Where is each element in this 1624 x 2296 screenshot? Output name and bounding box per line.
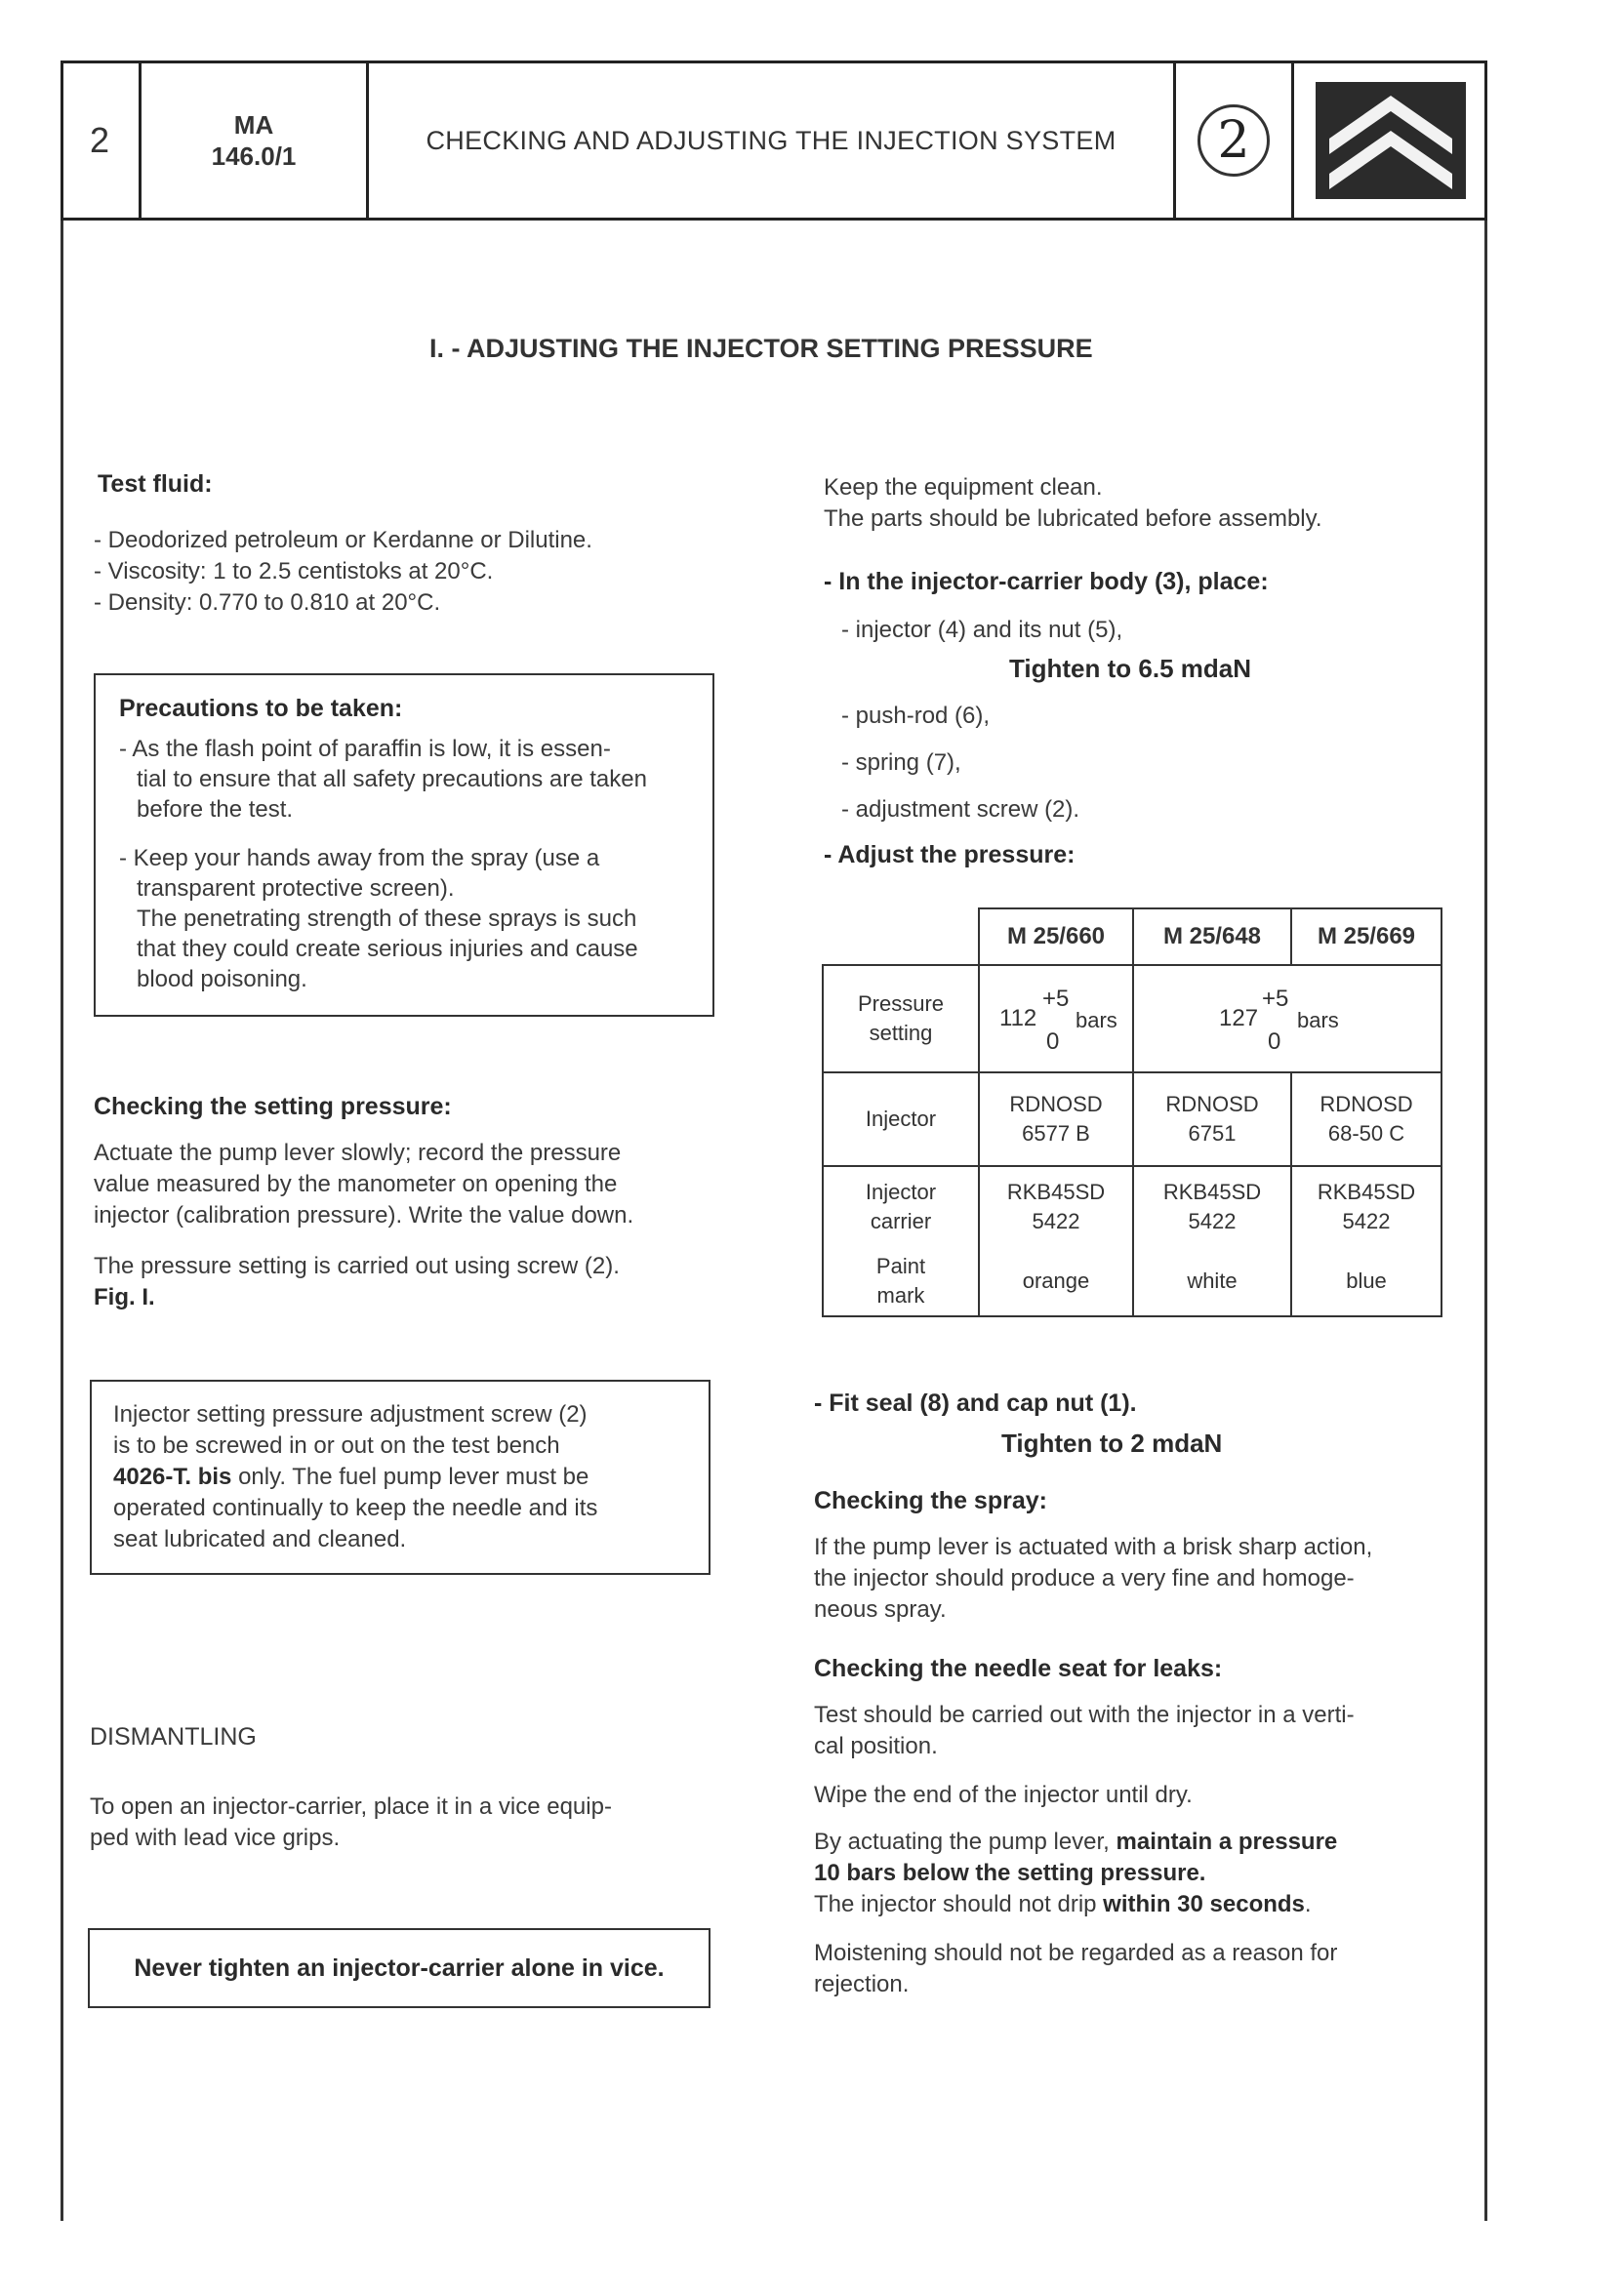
spray-heading: Checking the spray: xyxy=(814,1487,1047,1514)
text-line: If the pump lever is actuated with a brisk sharp action, xyxy=(814,1534,1373,1560)
pressure-unit: bars xyxy=(1297,1008,1339,1032)
cell-line: RKB45SD xyxy=(1006,1179,1106,1204)
text-line xyxy=(113,1462,597,1493)
test-fluid-list xyxy=(94,525,592,619)
warning-text: Never tighten an injector-carrier alone in vice. xyxy=(134,1954,665,1982)
table-cell xyxy=(979,1072,1133,1166)
row-label-line: carrier xyxy=(870,1208,932,1233)
row-label xyxy=(823,965,979,1072)
page-frame-right xyxy=(1484,221,1487,2221)
precaution-line: tial to ensure that all safety precautions are taken xyxy=(137,766,647,792)
row-label-line: Injector xyxy=(865,1179,937,1204)
text-line: rejection. xyxy=(814,1971,910,1997)
chapter-number: 2 xyxy=(1198,104,1270,177)
cell-line: 68-50 C xyxy=(1327,1121,1405,1146)
row-label-line: Pressure xyxy=(857,991,945,1016)
text-line: the injector should produce a very fine and homoge- xyxy=(814,1565,1355,1591)
precaution-item xyxy=(119,734,647,825)
dismantling-text xyxy=(90,1792,612,1854)
pressure-lower-tolerance: 0 xyxy=(1046,1028,1060,1055)
cell-line: 5422 xyxy=(1188,1208,1237,1233)
text-line xyxy=(814,1827,1337,1858)
table-cell: blue xyxy=(1291,1246,1441,1316)
manual-reference-code: MA xyxy=(233,110,274,140)
pressure-nominal: 127 xyxy=(1219,1005,1259,1031)
intro-text xyxy=(824,472,1322,535)
text-line: Moistening should not be regarded as a reason for xyxy=(814,1940,1338,1966)
table-cell xyxy=(1133,1166,1291,1246)
table-cell: white xyxy=(1133,1246,1291,1316)
text-line: operated continually to keep the needle and its xyxy=(113,1495,598,1521)
leak-text xyxy=(814,1938,1337,2000)
adjust-heading: - Adjust the pressure: xyxy=(824,841,1076,868)
pressure-lower-tolerance: 0 xyxy=(1268,1028,1281,1055)
spray-text xyxy=(814,1532,1372,1626)
torque-spec: Tighten to 2 mdaN xyxy=(1001,1429,1223,1458)
text-line: neous spray. xyxy=(814,1596,947,1623)
checking-pressure-text xyxy=(94,1138,633,1231)
page-number: 2 xyxy=(89,120,110,160)
row-label xyxy=(823,1166,979,1246)
text-fragment: . xyxy=(1304,1891,1312,1917)
table-corner xyxy=(823,908,979,965)
checking-pressure-heading: Checking the setting pressure: xyxy=(94,1093,452,1120)
text-fragment: By actuating the pump lever, xyxy=(814,1829,1116,1855)
pressure-table xyxy=(822,907,1442,1317)
text-line: Injector setting pressure adjustment screw (2) xyxy=(113,1401,588,1428)
row-label-line: mark xyxy=(876,1282,925,1308)
text-line: cal position. xyxy=(814,1733,938,1759)
table-cell xyxy=(1133,1072,1291,1166)
text-line: is to be screwed in or out on the test bench xyxy=(113,1432,560,1459)
cell-line: RDNOSD xyxy=(1165,1092,1259,1116)
text-fragment: only. The fuel pump lever must be xyxy=(231,1464,589,1490)
text-line: seat lubricated and cleaned. xyxy=(113,1526,407,1552)
list-item: - Viscosity: 1 to 2.5 centistoks at 20°C. xyxy=(94,558,494,584)
pressure-nominal: 112 xyxy=(999,1005,1037,1031)
place-item: - push-rod (6), xyxy=(841,703,991,729)
citroen-chevrons-icon xyxy=(1316,82,1466,199)
cell-line: RDNOSD xyxy=(1009,1092,1103,1116)
table-cell: orange xyxy=(979,1246,1133,1316)
test-bench-reference: 4026-T. bis xyxy=(113,1464,232,1490)
precaution-item xyxy=(119,843,638,994)
leak-text: Wipe the end of the injector until dry. xyxy=(814,1782,1193,1808)
figure-reference: Fig. I. xyxy=(94,1284,155,1310)
text-line: Test should be carried out with the injector in a verti- xyxy=(814,1702,1355,1728)
text-fragment: within 30 seconds xyxy=(1103,1891,1305,1917)
manual-reference xyxy=(142,60,366,221)
text-line: Actuate the pump lever slowly; record the pressure xyxy=(94,1140,622,1166)
pressure-upper-tolerance: +5 xyxy=(1042,986,1070,1012)
precaution-line: The penetrating strength of these sprays is such xyxy=(137,906,637,932)
leak-text xyxy=(814,1827,1337,1920)
pressure-value xyxy=(1199,985,1375,1053)
text-line: value measured by the manometer on opening the xyxy=(94,1171,618,1197)
cell-line: RKB45SD xyxy=(1317,1179,1416,1204)
precaution-line: transparent protective screen). xyxy=(137,875,455,902)
text-line xyxy=(814,1889,1337,1920)
place-item: - spring (7), xyxy=(841,749,961,776)
text-fragment: The injector should not drip xyxy=(814,1891,1104,1917)
text-fragment: maintain a pressure xyxy=(1116,1829,1338,1855)
pressure-value xyxy=(988,985,1124,1053)
text-line: 10 bars below the setting pressure. xyxy=(814,1860,1206,1886)
page-title: CHECKING AND ADJUSTING THE INJECTION SYSTEM xyxy=(426,125,1116,155)
pressure-upper-tolerance: +5 xyxy=(1262,986,1289,1012)
list-item: - Density: 0.770 to 0.810 at 20°C. xyxy=(94,589,441,616)
cell-line: RDNOSD xyxy=(1320,1092,1413,1116)
table-cell xyxy=(1291,1166,1441,1246)
text-line: The parts should be lubricated before assembly. xyxy=(824,505,1322,532)
table-header: M 25/660 xyxy=(979,908,1133,965)
text-line: To open an injector-carrier, place it in a vice equip- xyxy=(90,1793,612,1820)
row-label: Injector xyxy=(823,1072,979,1166)
chapter-badge xyxy=(1176,60,1291,221)
text-line: injector (calibration pressure). Write the value down. xyxy=(94,1202,634,1229)
leak-heading: Checking the needle seat for leaks: xyxy=(814,1655,1223,1682)
text-line: Keep the equipment clean. xyxy=(824,474,1103,501)
brand-logo xyxy=(1294,60,1487,221)
cell-line: 5422 xyxy=(1032,1208,1080,1233)
list-item: - Deodorized petroleum or Kerdanne or Dilutine. xyxy=(94,527,592,553)
torque-spec: Tighten to 6.5 mdaN xyxy=(1009,654,1251,683)
place-item: - injector (4) and its nut (5), xyxy=(841,617,1123,643)
precaution-line: - As the flash point of paraffin is low, it is essen- xyxy=(119,736,611,762)
table-header: M 25/669 xyxy=(1291,908,1441,965)
page-frame-left xyxy=(61,221,63,2221)
manual-reference-number: 146.0/1 xyxy=(211,141,297,171)
table-cell xyxy=(979,1166,1133,1246)
pressure-unit: bars xyxy=(1076,1008,1117,1032)
row-label-line: Paint xyxy=(875,1253,926,1278)
cell-line: 5422 xyxy=(1342,1208,1391,1233)
table-cell xyxy=(1291,1072,1441,1166)
precaution-line: before the test. xyxy=(137,796,294,823)
section-title: I. - ADJUSTING THE INJECTOR SETTING PRESSURE xyxy=(429,334,1093,363)
cell-line: 6751 xyxy=(1188,1121,1237,1146)
row-label xyxy=(823,1246,979,1316)
leak-text xyxy=(814,1700,1355,1762)
cell-line: 6577 B xyxy=(1022,1121,1090,1146)
pressure-setting-text: The pressure setting is carried out using screw (2). xyxy=(94,1253,620,1279)
precautions-heading: Precautions to be taken: xyxy=(119,695,403,722)
place-item: - adjustment screw (2). xyxy=(841,796,1080,823)
precaution-line: - Keep your hands away from the spray (use a xyxy=(119,845,600,871)
table-cell xyxy=(1133,965,1441,1072)
table-header: M 25/648 xyxy=(1133,908,1291,965)
row-label-line: setting xyxy=(869,1021,933,1045)
table-cell xyxy=(979,965,1133,1072)
test-fluid-heading: Test fluid: xyxy=(98,470,213,498)
precaution-line: that they could create serious injuries and cause xyxy=(137,936,638,962)
text-line: ped with lead vice grips. xyxy=(90,1825,341,1851)
fit-seal-step: - Fit seal (8) and cap nut (1). xyxy=(814,1390,1137,1417)
adjustment-note-text xyxy=(113,1399,597,1555)
place-heading: - In the injector-carrier body (3), place: xyxy=(824,568,1269,595)
precaution-line: blood poisoning. xyxy=(137,966,307,992)
cell-line: RKB45SD xyxy=(1162,1179,1262,1204)
dismantling-heading: DISMANTLING xyxy=(90,1723,257,1751)
